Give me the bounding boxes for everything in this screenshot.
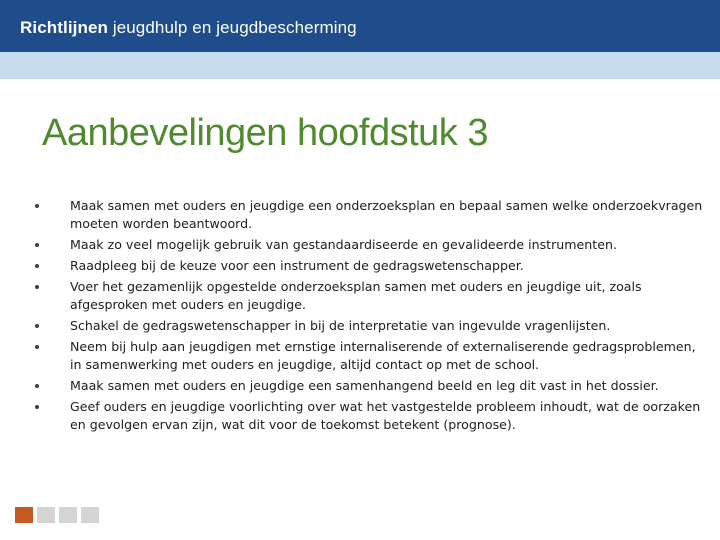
footer-square-gray [81,507,99,523]
bullet-dot-icon [35,405,39,409]
bullet-dot-icon [35,264,39,268]
bullet-item [40,197,710,233]
footer-squares [15,507,99,523]
bullet-text: Geef ouders en jeugdige voorlichting over wat het vastgestelde probleem inhoudt, wat de oorzaken en gevolgen ervan zijn, wat dit voor de toekomst betekent (prognose). [70,399,701,432]
bullet-dot-icon [35,243,39,247]
bullet-item [40,377,710,395]
bullet-text: Raadpleeg bij de keuze voor een instrument de gedragswetenschapper. [70,258,524,273]
header-subbar [0,52,720,79]
bullet-dot-icon [35,324,39,328]
bullet-dot-icon [35,345,39,349]
header-bar [0,0,720,52]
bullet-text: Maak samen met ouders en jeugdige een onderzoeksplan en bepaal samen welke onderzoekvragen moeten worden beantwoord. [70,198,703,231]
bullet-dot-icon [35,285,39,289]
footer-square-gray [37,507,55,523]
bullet-item [40,317,710,335]
bullet-text: Voer het gezamenlijk opgestelde onderzoeksplan samen met ouders en jeugdige uit, zoals afgesproken met ouders en jeugdige. [70,279,642,312]
brand-title-strong: Richtlijnen [20,18,108,37]
footer-square-gray [59,507,77,523]
bullet-text: Maak samen met ouders en jeugdige een samenhangend beeld en leg dit vast in het dossier. [70,378,659,393]
bullet-text: Neem bij hulp aan jeugdigen met ernstige internaliserende of externaliserende gedragsproblemen, in samenwerking met ouders en jeugdige, altijd contact op met de school. [70,339,696,372]
footer-square-orange [15,507,33,523]
bullet-list [40,197,710,437]
brand-title-light: jeugdhulp en jeugdbescherming [108,18,357,37]
bullet-item [40,257,710,275]
bullet-dot-icon [35,384,39,388]
bullet-item [40,278,710,314]
bullet-item [40,338,710,374]
bullet-text: Schakel de gedragswetenschapper in bij de interpretatie van ingevulde vragenlijsten. [70,318,611,333]
slide-title: Aanbevelingen hoofdstuk 3 [42,112,488,154]
bullet-item [40,398,710,434]
bullet-item [40,236,710,254]
brand-title [20,18,357,38]
bullet-dot-icon [35,204,39,208]
bullet-text: Maak zo veel mogelijk gebruik van gestandaardiseerde en gevalideerde instrumenten. [70,237,617,252]
